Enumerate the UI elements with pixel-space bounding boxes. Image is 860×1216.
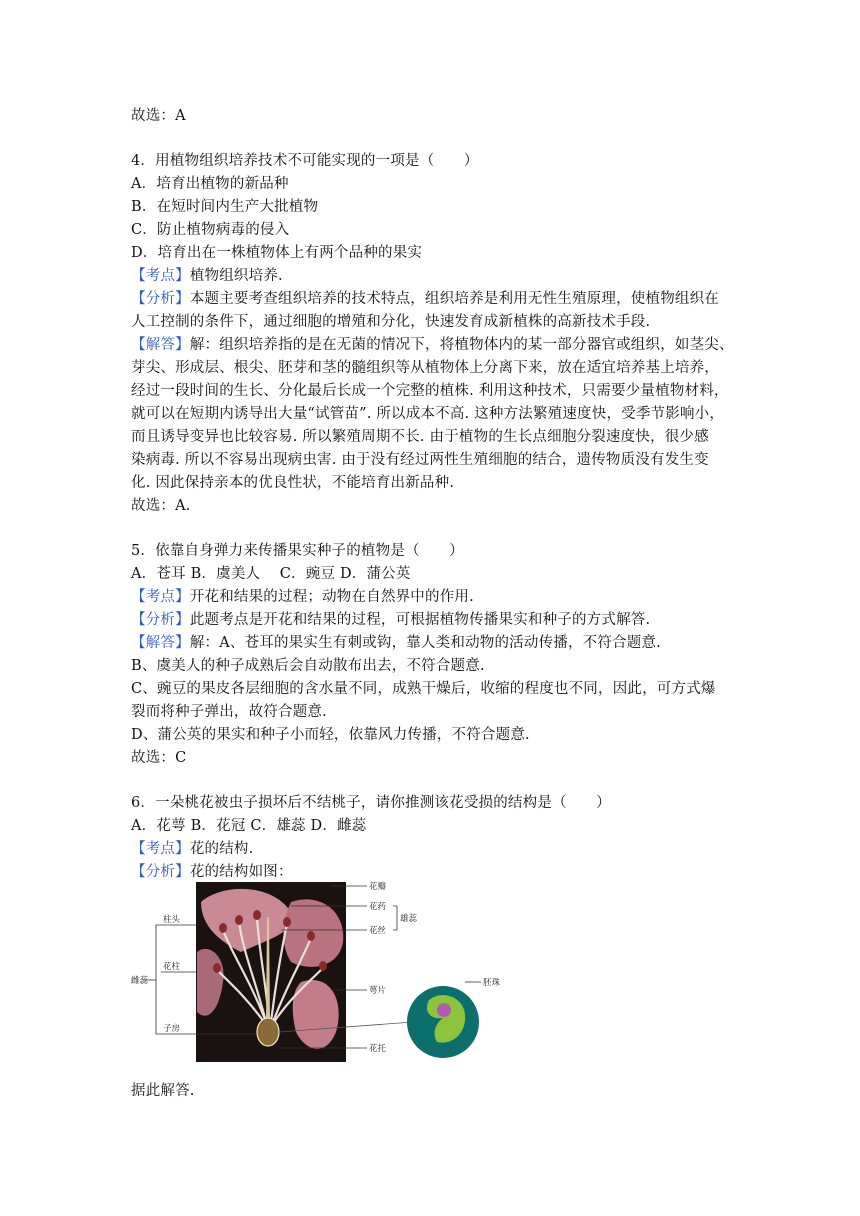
- line-text: 而且诱导变异也比较容易. 所以繁殖周期不长. 由于植物的生长点细胞分裂速度快，很少感: [131, 429, 709, 445]
- line-text: 芽尖、形成层、根尖、胚芽和茎的髓组织等从植物体上分离下来，放在适宜培养基上培养，: [131, 360, 719, 376]
- line-tag: 【解答】: [131, 337, 190, 353]
- line-text: A．培育出植物的新品种: [131, 176, 289, 192]
- line-text: 就可以在短期内诱导出大量“试管苗”. 所以成本不高. 这种方法繁殖速度快，受季节影响小，: [131, 406, 725, 422]
- line-text: 花的结构.: [189, 841, 254, 857]
- label-ovule: 胚珠: [483, 978, 501, 988]
- line-text: A．苍耳 B．虞美人 C．豌豆 D．蒲公英: [131, 566, 411, 582]
- text-line: [131, 724, 530, 746]
- text-line: [131, 380, 729, 402]
- line-text: D．培育出在一株植物体上有两个品种的果实: [131, 245, 423, 261]
- line-tag: 【分析】: [131, 612, 190, 628]
- answer-line: [131, 495, 191, 517]
- line-text: 此题考点是开花和结果的过程，可根据植物传播果实和种子的方式解答.: [189, 612, 651, 628]
- label-petal: 花瓣: [369, 882, 387, 892]
- line-text: 故选：A.: [131, 498, 191, 514]
- text-line: [131, 357, 719, 379]
- fenxi-line: [131, 288, 719, 310]
- line-text: C．防止植物病毒的侵入: [131, 222, 290, 238]
- kaodian-line: [131, 838, 253, 860]
- ovule-dot: [437, 1003, 451, 1017]
- question-4-stem: [131, 150, 479, 172]
- option-line: [131, 196, 318, 218]
- line-text: C、豌豆的果皮各层细胞的含水量不同，成熟干燥后，收缩的程度也不同，因此，可方式爆: [131, 681, 716, 697]
- option-line: [131, 242, 422, 264]
- label-anther: 花药: [369, 902, 387, 912]
- answer-line: [131, 747, 186, 769]
- text-line: [131, 472, 454, 494]
- line-tag: 【考点】: [131, 589, 190, 605]
- line-text: 4．用植物组织培养技术不可能实现的一项是（ ）: [131, 153, 479, 169]
- question-6-stem: [131, 792, 611, 814]
- text-line: [131, 655, 485, 677]
- line-text: 本题主要考查组织培养的技术特点，组织培养是利用无性生殖原理，使植物组织在: [189, 291, 720, 307]
- line-text: 解：A、苍耳的果实生有刺或钩，靠人类和动物的活动传播，不符合题意.: [189, 635, 661, 651]
- line-text: 据此解答.: [131, 1083, 195, 1099]
- line-tag: 【解答】: [131, 635, 190, 651]
- option-line: [131, 173, 289, 195]
- line-text: 植物组织培养.: [189, 268, 283, 284]
- option-line: [131, 219, 289, 241]
- line-text: 人工控制的条件下，通过细胞的增殖和分化，快速发育成新植株的高新技术手段.: [131, 314, 651, 330]
- text-line: [131, 403, 724, 425]
- option-line: [131, 815, 366, 837]
- line-text: 经过一段时间的生长、分化最后长成一个完整的植株. 利用这种技术，只需要少量植物材料，: [131, 383, 729, 399]
- text-line: [131, 449, 709, 471]
- label-stigma: 柱头: [163, 915, 181, 925]
- line-text: B、虞美人的种子成熟后会自动散布出去，不符合题意.: [131, 658, 485, 674]
- line-text: 染病毒. 所以不容易出现病虫害. 由于没有经过两性生殖细胞的结合，遗传物质没有发生变: [131, 452, 709, 468]
- line-text: 故选：A: [131, 108, 186, 124]
- conclusion-line: [131, 1080, 195, 1102]
- label-stamen: 雄蕊: [400, 914, 418, 924]
- line-text: 花的结构如图：: [189, 864, 293, 880]
- option-line: [131, 563, 411, 585]
- line-tag: 【分析】: [131, 291, 190, 307]
- label-pistil: 雌蕊: [131, 976, 149, 986]
- line-text: 5．依靠自身弹力来传播果实种子的植物是（ ）: [131, 543, 464, 559]
- line-text: 解：组织培养指的是在无菌的情况下，将植物体内的某一部分器官或组织，如茎尖、: [189, 337, 734, 353]
- kaodian-line: [131, 265, 283, 287]
- line-text: A．花萼 B．花冠 C．雄蕊 D．雌蕊: [131, 818, 367, 834]
- line-tag: 【分析】: [131, 864, 190, 880]
- flower-structure-figure: [131, 872, 511, 1072]
- line-text: 化. 因此保持亲本的优良性状，不能培育出新品种.: [131, 475, 455, 491]
- label-sepal: 萼片: [369, 986, 387, 996]
- line-text: 故选：C: [131, 750, 187, 766]
- label-receptacle: 花托: [369, 1044, 387, 1054]
- line-tag: 【考点】: [131, 268, 190, 284]
- line-text: D、蒲公英的果实和种子小而轻，依靠风力传播，不符合题意.: [131, 727, 530, 743]
- text-line: [131, 105, 186, 127]
- line-tag: 【考点】: [131, 841, 190, 857]
- line-text: 6．一朵桃花被虫子损坏后不结桃子，请你推测该花受损的结构是（ ）: [131, 795, 611, 811]
- label-filament: 花丝: [369, 926, 387, 936]
- line-text: B．在短时间内生产大批植物: [131, 199, 319, 215]
- label-ovary: 子房: [163, 1024, 181, 1034]
- text-line: [131, 701, 327, 723]
- fenxi-line: [131, 609, 650, 631]
- line-text: 裂而将种子弹出，故符合题意.: [131, 704, 327, 720]
- text-line: [131, 311, 650, 333]
- question-5-stem: [131, 540, 464, 562]
- text-line: [131, 678, 716, 700]
- jieda-line: [131, 632, 661, 654]
- label-style: 花柱: [163, 962, 181, 972]
- jieda-line: [131, 334, 734, 356]
- text-line: [131, 426, 709, 448]
- ovary-shape: [257, 1018, 279, 1046]
- kaodian-line: [131, 586, 474, 608]
- line-text: 开花和结果的过程；动物在自然界中的作用.: [189, 589, 474, 605]
